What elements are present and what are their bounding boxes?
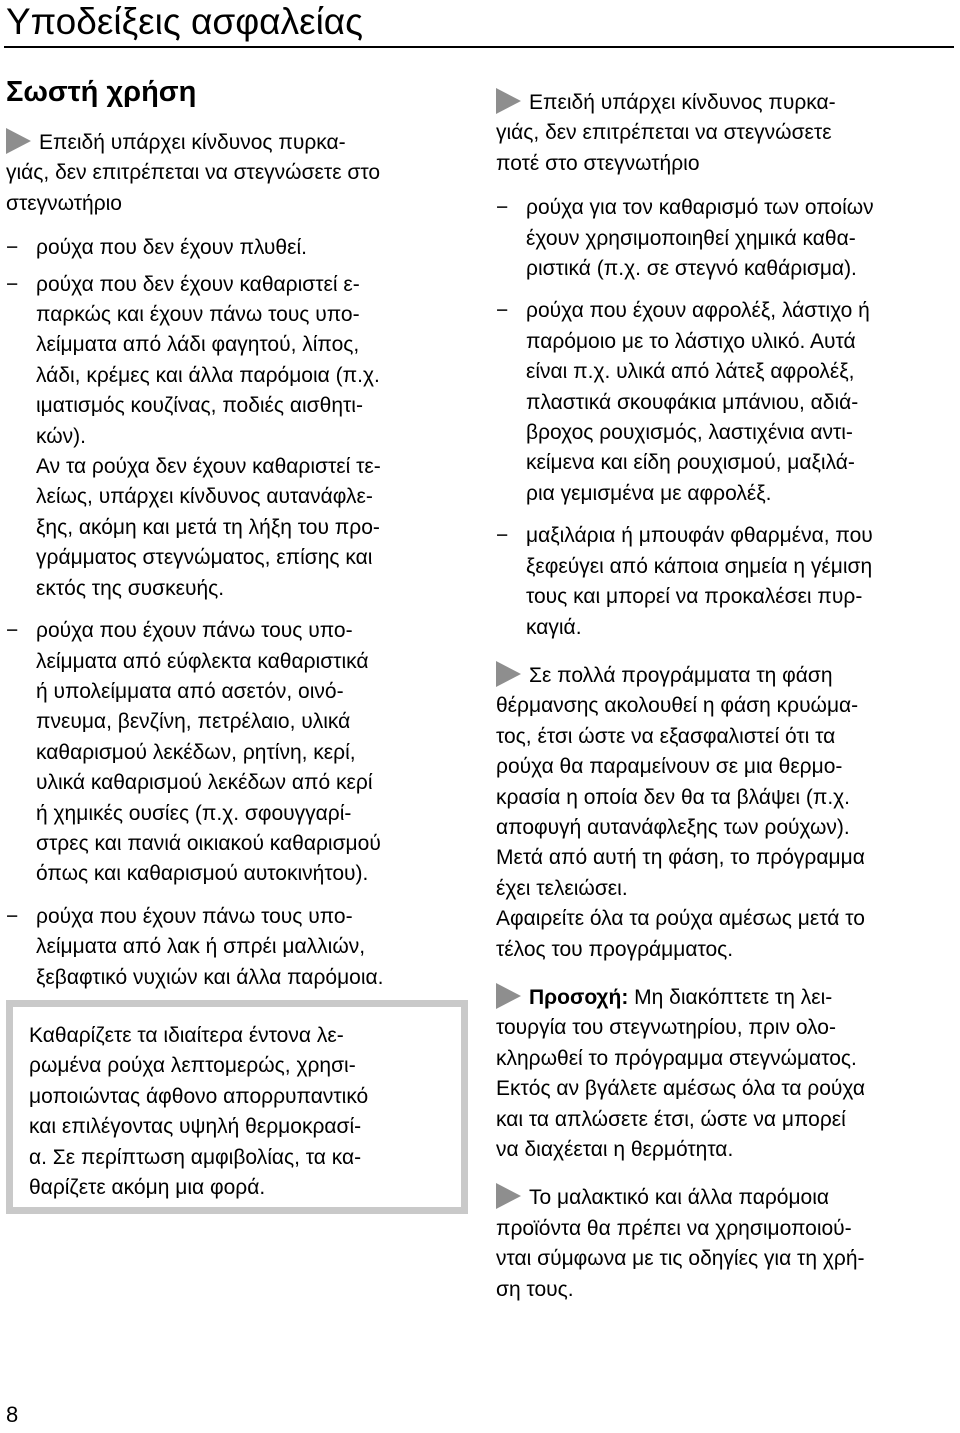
text-line: μοποιώντας άφθονο απορρυπαντικό bbox=[29, 1084, 369, 1108]
text-line: τος, έτσι ώστε να εξασφαλιστεί ότι τα bbox=[496, 724, 836, 748]
page-header bbox=[0, 0, 960, 50]
text-line: πλαστικά σκουφάκια μπάνιου, αδιά- bbox=[526, 390, 859, 414]
fire-warning-intro bbox=[6, 128, 468, 219]
text-line: Σε πολλά προγράμματα τη φάση bbox=[529, 663, 833, 687]
triangle-arrow-icon bbox=[496, 661, 521, 687]
cooling-phase-note bbox=[496, 661, 952, 965]
text-line: Αν τα ρούχα δεν έχουν καθαριστεί τε- bbox=[36, 455, 381, 479]
list-item bbox=[6, 233, 468, 263]
text-line: λείμματα από εύφλεκτα καθαριστικά bbox=[36, 649, 369, 673]
caution-note bbox=[496, 983, 952, 1165]
dash-bullet: − bbox=[496, 524, 509, 548]
text-line: ρωμένα ρούχα λεπτομερώς, χρησι- bbox=[29, 1054, 356, 1078]
text-line: υλικά καθαρισμού λεκέδων από κερί bbox=[36, 771, 373, 795]
triangle-arrow-icon bbox=[6, 128, 31, 154]
text-line: ρια γεμισμένα με αφρολέξ. bbox=[526, 481, 772, 505]
text-line: Εκτός αν βγάλετε αμέσως όλα τα ρούχα bbox=[496, 1077, 866, 1101]
text-line: νται σύμφωνα με τις οδηγίες για τη χρή- bbox=[496, 1247, 865, 1271]
text-line: πνευμα, βενζίνη, πετρέλαιο, υλικά bbox=[36, 710, 351, 734]
text-line: Μετά από αυτή τη φάση, το πρόγραμμα bbox=[496, 846, 865, 870]
text-line: κείμενα και είδη ρουχισμού, μαξιλά- bbox=[526, 451, 855, 475]
text-line: ή υπολείμματα από ασετόν, οινό- bbox=[36, 679, 344, 703]
text-line: ξεβαφτικό νυχιών και άλλα παρόμοια. bbox=[36, 965, 384, 989]
text-line: Επειδή υπάρχει κίνδυνος πυρκα- bbox=[529, 91, 836, 114]
text-line: ξης, ακόμη και μετά τη λήξη του προ- bbox=[36, 515, 380, 539]
text-line: έχουν χρησιμοποιηθεί χημικά καθα- bbox=[526, 226, 856, 250]
text-line: στρες και πανιά οικιακού καθαρισμού bbox=[36, 831, 381, 855]
text-line: παρκώς και έχουν πάνω τους υπο- bbox=[36, 303, 360, 327]
text-line: Καθαρίζετε τα ιδιαίτερα έντονα λε- bbox=[29, 1024, 344, 1047]
text-line: ρούχα για τον καθαρισμό των οποίων bbox=[526, 196, 874, 220]
text-line: Το μαλακτικό και άλλα παρόμοια bbox=[529, 1186, 830, 1210]
text-line: ρούχα που έχουν αφρολέξ, λάστιχο ή bbox=[526, 299, 870, 323]
text-line: κληρωθεί το πρόγραμμα στεγνώματος. bbox=[496, 1046, 857, 1070]
text-line: λείως, υπάρχει κίνδυνος αυτανάφλε- bbox=[36, 485, 373, 509]
list-item bbox=[496, 521, 952, 643]
list-item bbox=[6, 902, 468, 993]
cleaning-note-box bbox=[6, 1000, 468, 1214]
text-line: ή χημικές ουσίες (π.χ. σφουγγαρί- bbox=[36, 801, 352, 825]
prohibited-items-list bbox=[6, 233, 468, 993]
dash-bullet: − bbox=[496, 299, 509, 323]
text-line: κρασία η οποία δεν θα τα βλάψει (π.χ. bbox=[496, 785, 851, 809]
text-line: ποτέ στο στεγνωτήριο bbox=[496, 151, 700, 175]
softener-note bbox=[496, 1183, 952, 1305]
list-item bbox=[6, 616, 468, 890]
text-line: Αφαιρείτε όλα τα ρούχα αμέσως μετά το bbox=[496, 907, 865, 931]
text-line: ρούχα που έχουν πάνω τους υπο- bbox=[36, 904, 353, 928]
text-line: λείμματα από λακ ή σπρέι μαλλιών, bbox=[36, 935, 366, 959]
text-line: ιματισμός κουζίνας, ποδιές αισθητι- bbox=[36, 394, 363, 418]
triangle-arrow-icon bbox=[496, 983, 521, 1009]
text-line: γράμματος στεγνώματος, επίσης και bbox=[36, 546, 373, 570]
dash-bullet: − bbox=[6, 272, 19, 296]
text-line: λείμματα από λάδι φαγητού, λίπος, bbox=[36, 333, 360, 357]
dash-bullet: − bbox=[6, 619, 19, 643]
text-line: έχει τελειώσει. bbox=[496, 876, 628, 900]
text-line: να διαχέεται η θερμότητα. bbox=[496, 1138, 734, 1161]
text-line: τους και μπορεί να προκαλέσει πυρ- bbox=[526, 585, 863, 609]
text-line: εκτός της συσκευής. bbox=[36, 576, 225, 600]
dash-bullet: − bbox=[6, 236, 19, 260]
text-line: ριστικά (π.χ. σε στεγνό καθάρισμα). bbox=[526, 257, 857, 281]
triangle-arrow-icon bbox=[496, 1183, 521, 1209]
text-line: και τα απλώσετε έτσι, ώστε να μπορεί bbox=[496, 1107, 846, 1131]
never-dry-items-list bbox=[496, 193, 952, 643]
caution-label: Προσοχή: bbox=[529, 985, 629, 1009]
text-line: ρούχα θα παραμείνουν σε μια θερμο- bbox=[496, 755, 843, 779]
triangle-arrow-icon bbox=[496, 88, 521, 114]
text-line: ση τους. bbox=[496, 1277, 574, 1301]
text-line: και επιλέγοντας υψηλή θερμοκρασί- bbox=[29, 1115, 362, 1139]
section-heading: Σωστή χρήση bbox=[6, 76, 197, 108]
text-line: όπως και καθαρισμού αυτοκινήτου). bbox=[36, 862, 369, 886]
fire-warning-never-intro bbox=[496, 88, 952, 179]
page-title: Υποδείξεις ασφαλείας bbox=[6, 1, 364, 42]
text-line: είναι π.χ. υλικά από λάτεξ αφρολέξ, bbox=[526, 360, 855, 384]
text-line: ρούχα που έχουν πάνω τους υπο- bbox=[36, 619, 353, 643]
title-divider bbox=[4, 46, 954, 48]
text-line: αποφυγή αυτανάφλεξης των ρούχων). bbox=[496, 815, 850, 839]
text-line: α. Σε περίπτωση αμφιβολίας, τα κα- bbox=[29, 1145, 362, 1169]
dash-bullet: − bbox=[496, 196, 509, 220]
text-line: προϊόντα θα πρέπει να χρησιμοποιού- bbox=[496, 1216, 852, 1240]
text-line: μαξιλάρια ή μπουφάν φθαρμένα, που bbox=[526, 524, 873, 548]
list-item bbox=[496, 296, 952, 509]
right-column bbox=[496, 88, 952, 1319]
left-column bbox=[6, 70, 468, 1005]
text-line: θέρμανσης ακολουθεί η φάση κρυώμα- bbox=[496, 694, 859, 718]
page-number: 8 bbox=[6, 1402, 19, 1427]
dash-bullet: − bbox=[6, 904, 19, 928]
text-line: λάδι, κρέμες και άλλα παρόμοια (π.χ. bbox=[36, 363, 380, 387]
text-line: τουργία του στεγνωτηρίου, πριν ολο- bbox=[496, 1016, 836, 1040]
text-line: παρόμοιο με το λάστιχο υλικό. Αυτά bbox=[526, 329, 856, 353]
text-line: Μη διακόπτετε τη λει- bbox=[628, 985, 833, 1009]
text-line: γιάς, δεν επιτρέπεται να στεγνώσετε bbox=[496, 121, 832, 145]
list-item bbox=[6, 270, 468, 604]
list-item bbox=[496, 193, 952, 284]
text-line: τέλος του προγράμματος. bbox=[496, 937, 734, 961]
text-line: βροχος ρουχισμός, λαστιχένια αντι- bbox=[526, 421, 853, 445]
text-line: ρούχα που δεν έχουν πλυθεί. bbox=[36, 236, 307, 260]
text-line: καγιά. bbox=[526, 615, 582, 639]
text-line: κών). bbox=[36, 424, 86, 448]
text-line: καθαρισμού λεκέδων, ρητίνη, κερί, bbox=[36, 740, 356, 764]
text-line: στεγνωτήριο bbox=[6, 191, 122, 215]
text-line: γιάς, δεν επιτρέπεται να στεγνώσετε στο bbox=[6, 161, 381, 185]
text-line: ρούχα που δεν έχουν καθαριστεί ε- bbox=[36, 272, 360, 296]
text-line: θαρίζετε ακόμη μια φορά. bbox=[29, 1176, 266, 1200]
text-line: Επειδή υπάρχει κίνδυνος πυρκα- bbox=[39, 131, 346, 154]
text-line: ξεφεύγει από κάποια σημεία η γέμιση bbox=[526, 554, 873, 578]
